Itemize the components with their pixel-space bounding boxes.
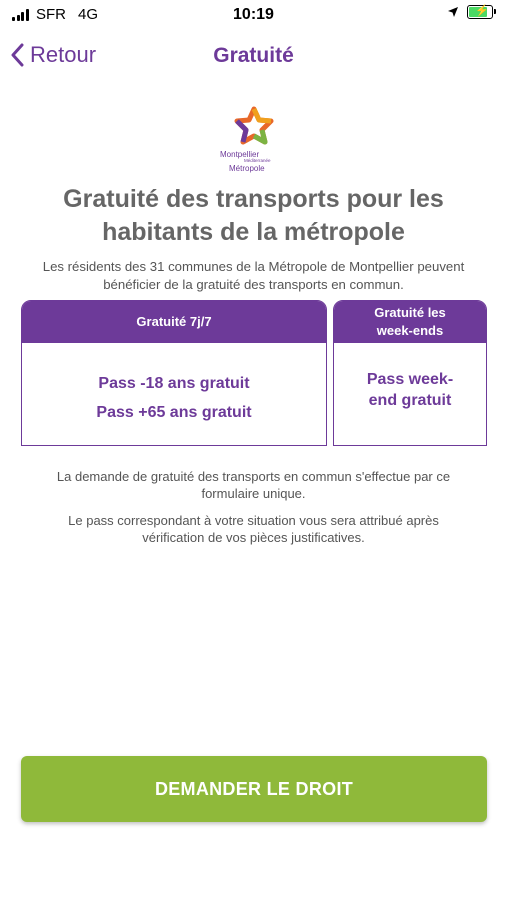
status-bar (0, 0, 507, 30)
charging-bolt-icon: ⚡ (475, 5, 489, 17)
montpellier-metropole-logo (214, 106, 294, 176)
network-type: 4G (78, 6, 99, 23)
card-body (22, 343, 326, 427)
form-description (20, 468, 487, 502)
main-heading (20, 183, 487, 249)
logo-text: Métropole (229, 164, 265, 173)
star-logo-icon (214, 106, 294, 150)
card-header: Gratuité 7j/7 (22, 301, 326, 343)
pass-item-line: Pass week- (366, 371, 454, 388)
pass-item: Pass +65 ans gratuit (96, 404, 252, 421)
intro-line: bénéficier de la gratuité des transports en commun. (103, 277, 404, 292)
card-free-weekends (333, 300, 487, 446)
carrier-name: SFR (36, 6, 66, 23)
card-header (334, 301, 486, 343)
request-right-button[interactable]: DEMANDER LE DROIT (21, 756, 487, 822)
description-line: vérification de vos pièces justificatives. (142, 530, 365, 545)
card-body (334, 343, 486, 411)
nav-bar (0, 36, 507, 80)
intro-line: Les résidents des 31 communes de la Métropole de Montpellier peuvent (42, 259, 465, 274)
card-header-line: week-ends (376, 323, 444, 338)
battery-icon (467, 5, 493, 19)
pass-item: Pass -18 ans gratuit (98, 375, 250, 392)
description-line: La demande de gratuité des transports en commun s'effectue par ce (56, 469, 451, 484)
back-label: Retour (30, 42, 97, 67)
logo-text: Méditerranée (244, 158, 271, 163)
card-free-7-days (21, 300, 327, 446)
intro-text (20, 258, 487, 294)
page-title: Gratuité (213, 44, 294, 67)
logo-text: Montpellier (220, 150, 260, 159)
heading-line: Gratuité des transports pour les (63, 185, 444, 213)
heading-line: habitants de la métropole (102, 218, 405, 246)
pass-item-line: end gratuit (368, 392, 452, 409)
location-arrow-icon (447, 6, 459, 18)
description-line: formulaire unique. (201, 486, 306, 501)
card-header-line: Gratuité les (374, 305, 446, 320)
status-time: 10:19 (233, 6, 274, 23)
description-line: Le pass correspondant à votre situation vous sera attribué après (68, 513, 439, 528)
status-icons (447, 5, 493, 19)
verification-note (20, 512, 487, 546)
